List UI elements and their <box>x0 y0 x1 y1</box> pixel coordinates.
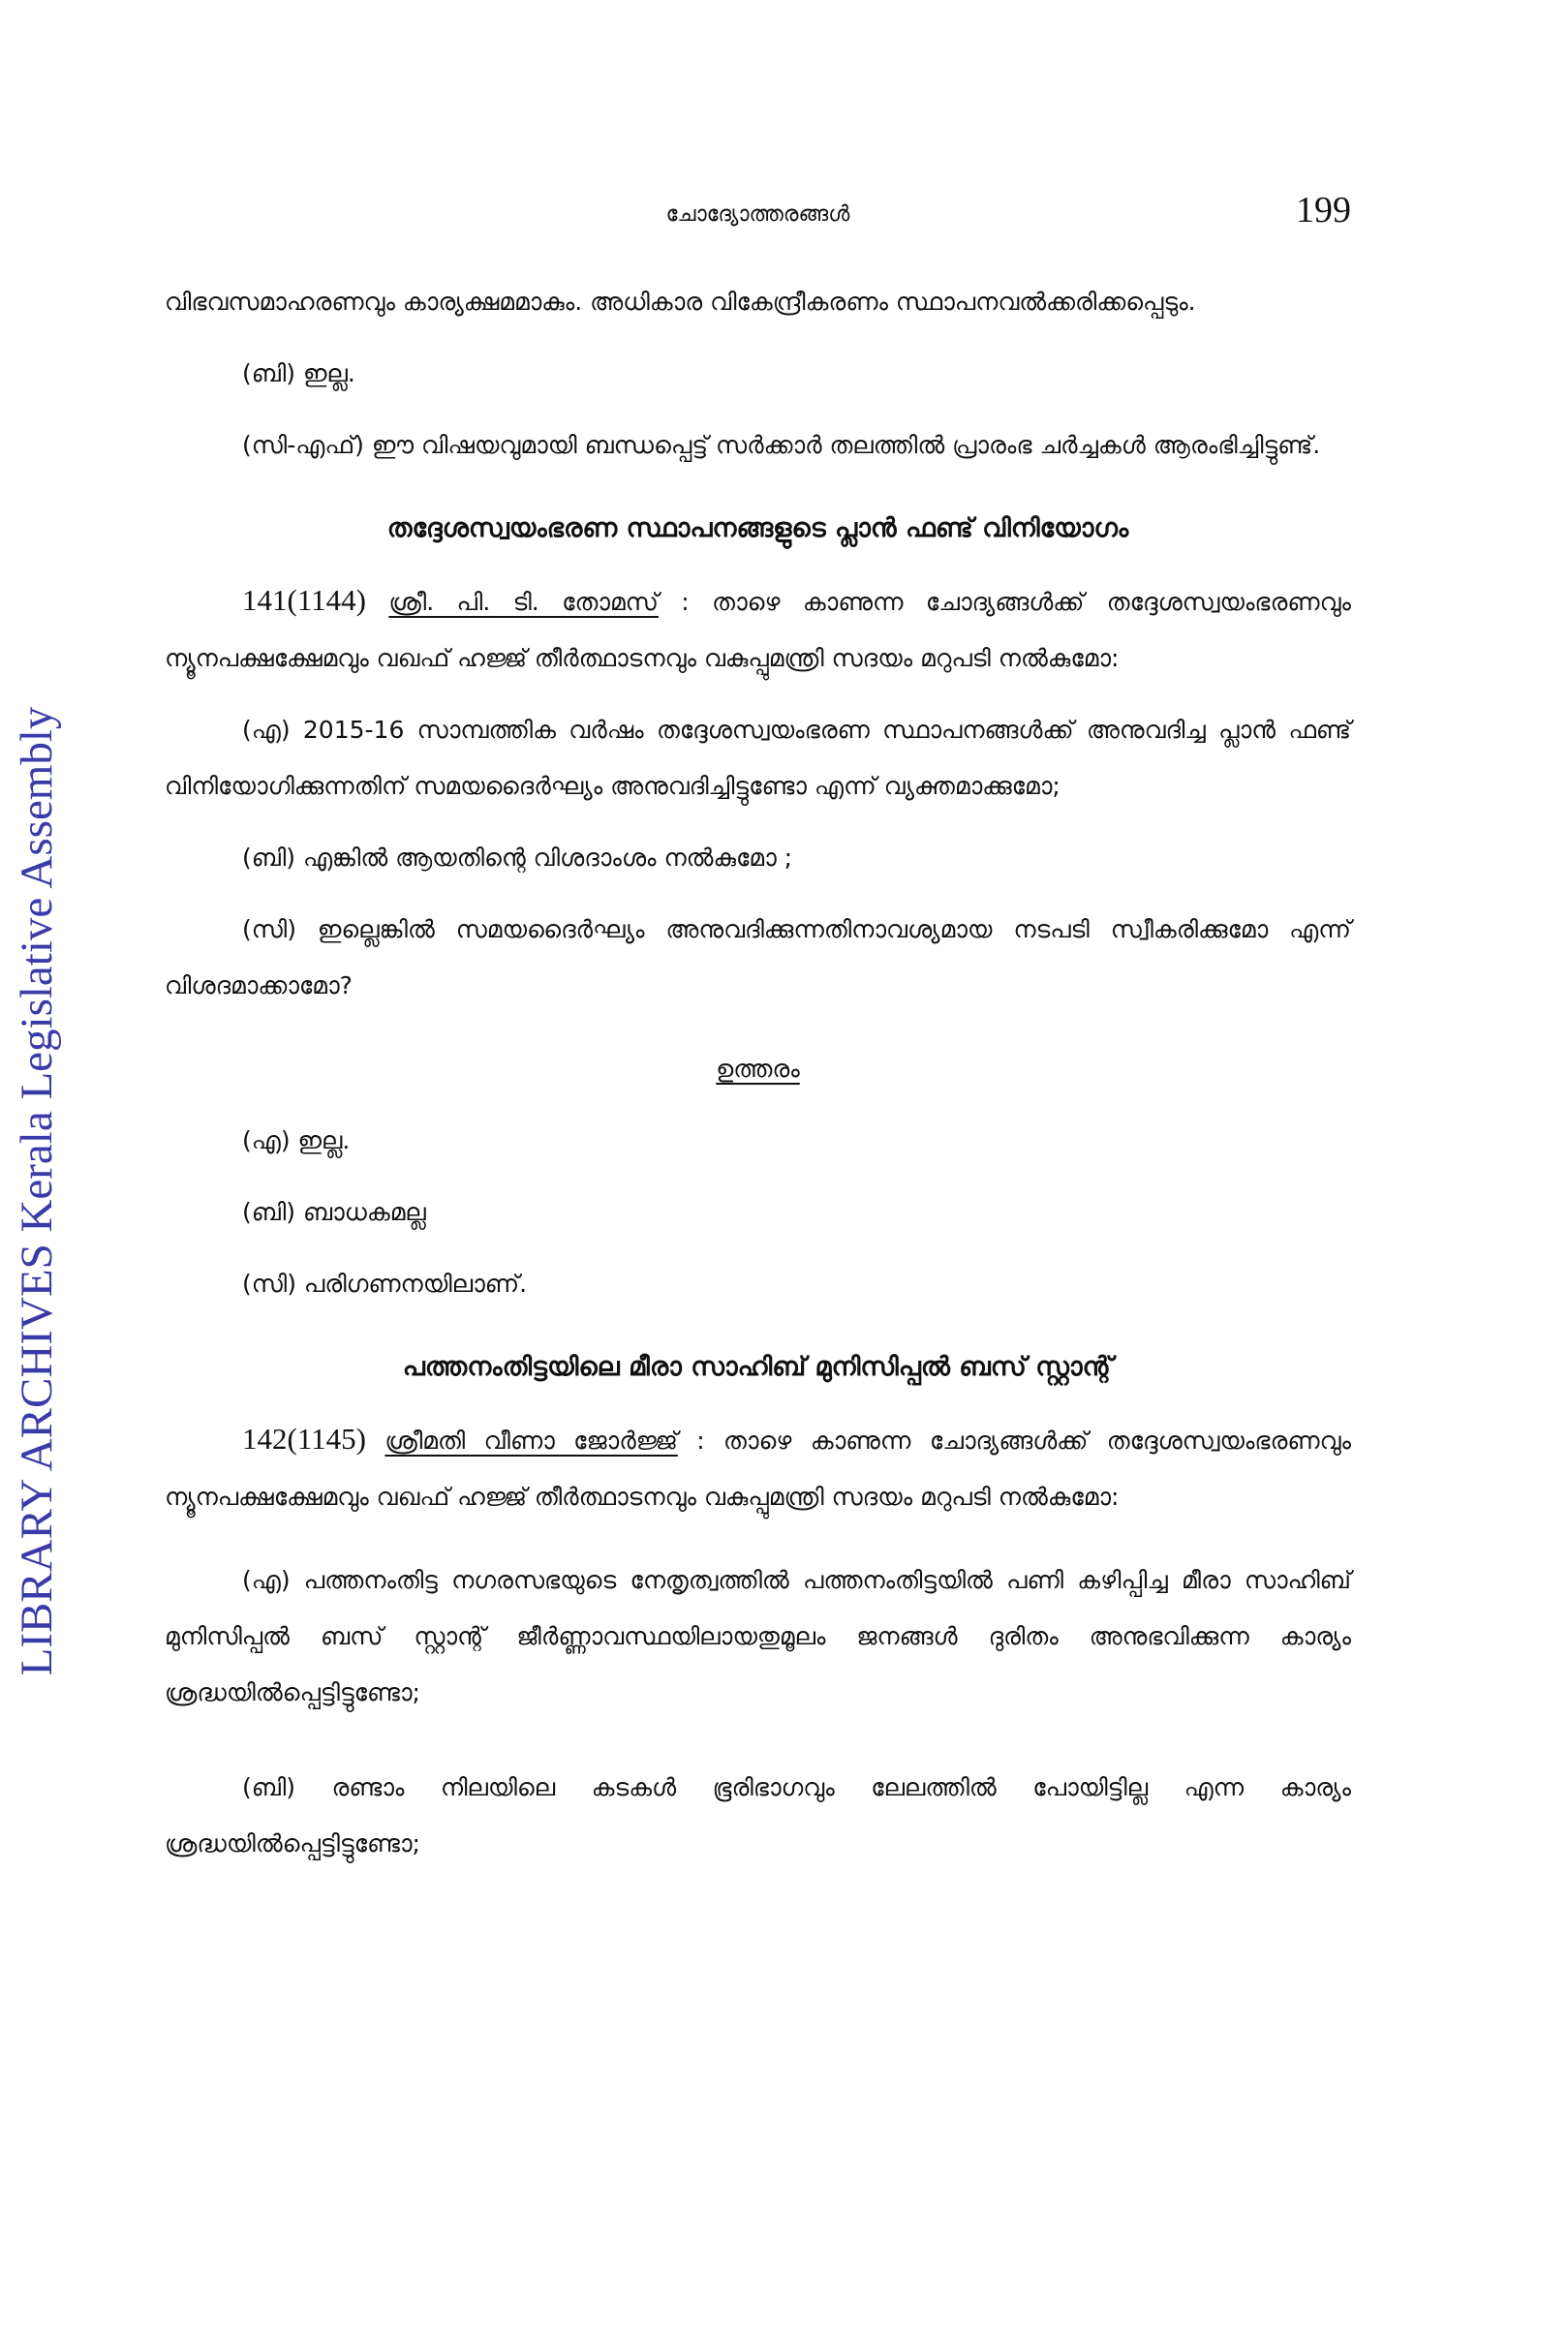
question-142-part-a: (എ) പത്തനംതിട്ട നഗരസഭയുടെ നേതൃത്വത്തിൽ പത്തനംതിട്ടയിൽ പണി കഴിപ്പിച്ച മീരാ സാഹിബ് മുനിസിപ്പൽ ബസ് സ്റ്റാന്റ് ജീർണ്ണാവസ്ഥയിലായതുമൂലം ജനങ്ങൾ ദുരിതം അനുഭവിക്കുന്ന കാര്യം ശ്രദ്ധയിൽപ്പെട്ടിട്ടുണ്ടോ; <box>165 1566 1351 1706</box>
answer-141-part-c: (സി) പരിഗണനയിലാണ്. <box>242 1270 528 1298</box>
question-142-intro <box>165 1411 1351 1525</box>
question-142-intro-text: : താഴെ കാണുന്ന ചോദ്യങ്ങൾക്ക് തദ്ദേശസ്വയംഭരണവും ന്യൂനപക്ഷക്ഷേമവും വഖഫ് ഹജ്ജ് തീർത്ഥാടനവും വകുപ്പുമന്ത്രി സദയം മറുപടി നൽകുമോ: <box>165 1427 1352 1511</box>
question-141-heading: തദ്ദേശസ്വയംഭരണ സ്ഥാപനങ്ങളുടെ പ്ലാൻ ഫണ്ട് വിനിയോഗം <box>386 513 1129 543</box>
previous-answer-continuation: വിഭവസമാഹരണവും കാര്യക്ഷമമാകും. അധികാര വികേന്ദ്രീകരണം സ്ഥാപനവൽക്കരിക്കപ്പെടും. <box>165 288 1196 316</box>
question-141-intro-text: : താഴെ കാണുന്ന ചോദ്യങ്ങൾക്ക് തദ്ദേശസ്വയംഭരണവും ന്യൂനപക്ഷക്ഷേമവും വഖഫ് ഹജ്ജ് തീർത്ഥാടനവും വകുപ്പുമന്ത്രി സദയം മറുപടി നൽകുമോ: <box>165 588 1351 672</box>
answer-141-part-b: (ബി) ബാധകമല്ല <box>242 1198 426 1226</box>
question-141-member: ശ്രീ. പി. ടി. തോമസ് <box>388 588 659 616</box>
question-142-part-b: (ബി) രണ്ടാം നിലയിലെ കടകൾ ഭൂരിഭാഗവും ലേലത്തിൽ പോയിട്ടില്ല എന്ന കാര്യം ശ്രദ്ധയിൽപ്പെട്ടിട്ടുണ്ടോ; <box>165 1773 1351 1857</box>
running-title: ചോദ്യോത്തരങ്ങൾ <box>665 202 850 227</box>
page-header <box>165 189 1351 247</box>
library-archives-watermark: LIBRARY ARCHIVES Kerala Legislative Assembly <box>12 706 62 1676</box>
question-142-member: ശ്രീമതി വീണാ ജോർജ്ജ് <box>384 1427 678 1455</box>
question-142-number: 142(1145) <box>242 1422 366 1456</box>
document-page <box>165 189 1351 1872</box>
answer-141-heading: ഉത്തരം <box>716 1055 800 1083</box>
page-number: 199 <box>1296 190 1351 230</box>
question-141-number: 141(1144) <box>242 583 366 617</box>
question-141-intro <box>165 572 1351 687</box>
question-141-part-c: (സി) ഇല്ലെങ്കിൽ സമയദൈർഘ്യം അനുവദിക്കുന്നതിനാവശ്യമായ നടപടി സ്വീകരിക്കുമോ എന്ന് വിശദമാക്കാമോ? <box>165 915 1351 999</box>
answer-141-part-a: (എ) ഇല്ല. <box>242 1126 351 1154</box>
question-141-part-b: (ബി) എങ്കിൽ ആയതിന്റെ വിശദാംശം നൽകുമോ ; <box>242 844 793 872</box>
previous-answer-cf: (സി-എഫ്) ഈ വിഷയവുമായി ബന്ധപ്പെട്ട് സർക്കാർ തലത്തിൽ പ്രാരംഭ ചർച്ചകൾ ആരംഭിച്ചിട്ടുണ്ട്. <box>242 431 1321 459</box>
question-142-heading: പത്തനംതിട്ടയിലെ മീരാ സാഹിബ് മുനിസിപ്പൽ ബസ് സ്റ്റാന്റ് <box>402 1352 1114 1382</box>
previous-answer-b: (ബി) ഇല്ല. <box>242 359 355 387</box>
question-141-part-a: (എ) 2015-16 സാമ്പത്തിക വർഷം തദ്ദേശസ്വയംഭരണ സ്ഥാപനങ്ങൾക്ക് അനുവദിച്ച പ്ലാൻ ഫണ്ട് വിനിയോഗിക്കുന്നതിന് സമയദൈർഘ്യം അനുവദിച്ചിട്ടുണ്ടോ എന്ന് വ്യക്തമാക്കുമോ; <box>165 716 1351 800</box>
